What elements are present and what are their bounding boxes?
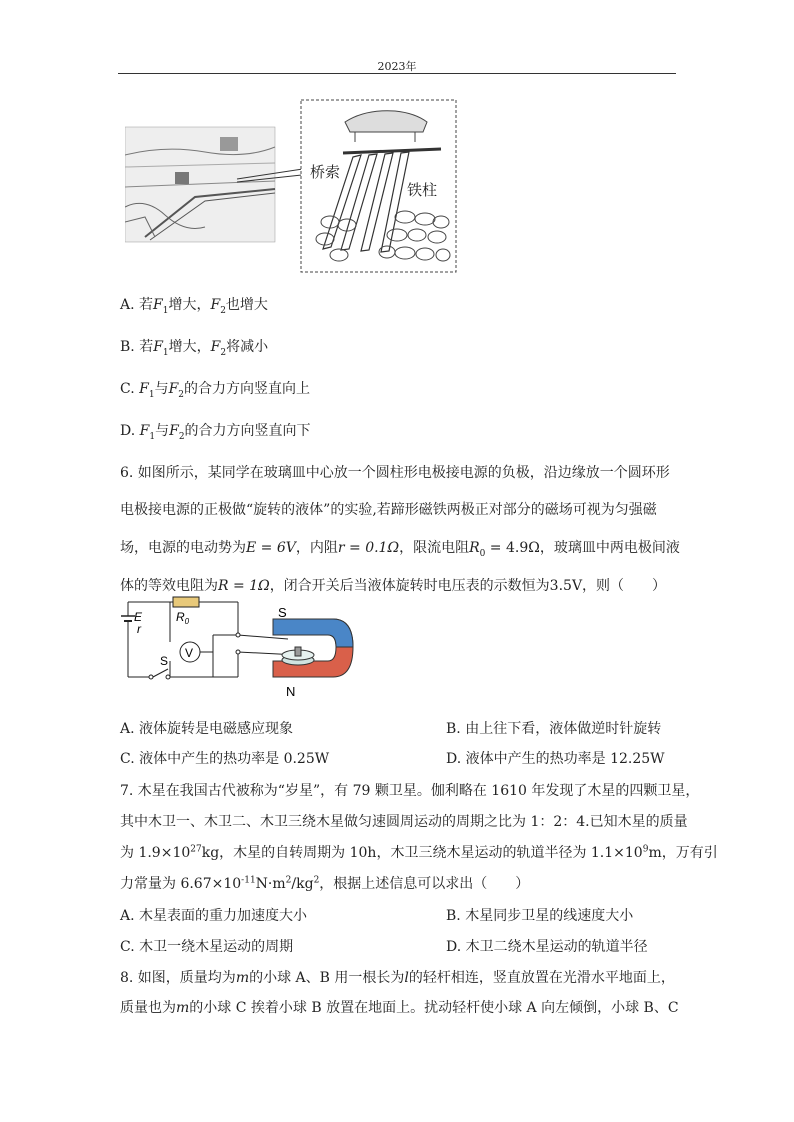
q6-line2: 电极接电源的正极做“旋转的液体”的实验,若蹄形磁铁两极正对部分的磁场可视为匀强磁 [120, 502, 657, 518]
q6-option-d: D. 液体中产生的热功率是 12.25W [446, 751, 665, 767]
q7-option-a: A. 木星表面的重力加速度大小 [120, 908, 308, 924]
q5-option-d: D. $F_1$与$F_2$的合力方向竖直向下 [120, 423, 311, 442]
emf-label: E [134, 610, 143, 624]
q7-option-d: D. 木卫二绕木星运动的轨道半径 [446, 939, 648, 955]
pillar-label: 铁柱 [407, 182, 438, 199]
q6-option-c: C. 液体中产生的热功率是 0.25W [120, 751, 330, 767]
magnet-s-label: S [278, 605, 287, 620]
q6-line4: 体的等效电阻为R = 1Ω，闭合开关后当液体旋转时电压表的示数恒为3.5V，则（ ） [120, 578, 667, 594]
q6-option-a: A. 液体旋转是电磁感应现象 [120, 721, 294, 737]
header-rule [118, 73, 676, 74]
q7-option-b: B. 木星同步卫星的线速度大小 [446, 908, 634, 924]
circuit-figure [118, 592, 358, 704]
switch-blade [153, 669, 168, 677]
q8-line1: 8. 如图，质量均为m的小球 A、B 用一根长为l的轻杆相连，竖直放置在光滑水平地面上， [120, 970, 675, 986]
q5-option-c: C. $F_1$与$F_2$的合力方向竖直向上 [120, 381, 311, 400]
q7-line4: 力常量为 $6.67\times 10^{-11}N\cdot m^2/kg^2$，根据上述信息可以求出（ ） [120, 875, 530, 892]
q7-line3: 为 $1.9\times 10^{27}kg$，木星的自转周期为 10h，木卫三绕木星运动的轨道半径为 $1.1\times 10^9m$，万有引 [120, 844, 718, 861]
cable-label: 桥索 [310, 164, 341, 181]
q7-option-c: C. 木卫一绕木星运动的周期 [120, 939, 294, 955]
bridge-figure [125, 97, 460, 277]
page-header: 2023年 [377, 60, 417, 73]
q6-option-b: B. 由上往下看，液体做逆时针旋转 [446, 721, 662, 737]
internal-resistance-label: r [137, 622, 141, 636]
horseshoe-magnet [273, 619, 353, 677]
voltmeter-label: V [185, 646, 194, 660]
q6-line3: 场，电源的电动势为E = 6V，内阻r = 0.1Ω，限流电阻$R_0 = 4.9\Omega$，玻璃皿中两电极间液 [120, 540, 680, 559]
glass-dish [282, 647, 314, 665]
q7-line2: 其中木卫一、木卫二、木卫三绕木星做匀速圆周运动的周期之比为 1：2：4.已知木星的质量 [120, 814, 688, 830]
switch-label: S [160, 654, 169, 668]
bridge-sketch [125, 127, 275, 242]
q5-option-a: A. 若$F_1$增大，$F_2$也增大 [120, 297, 268, 316]
q8-line2: 质量也为m的小球 C 挨着小球 B 放置在地面上。扰动轻杆使小球 A 向左倾倒，小球 B、C [120, 1000, 679, 1016]
q7-line1: 7. 木星在我国古代被称为“岁星”，有 79 颗卫星。伽利略在 1610 年发现了木星的四颗卫星， [120, 783, 700, 799]
resistor-r0 [173, 597, 199, 607]
r0-label: $R_0$ [176, 610, 190, 626]
magnet-n-label: N [286, 684, 296, 699]
q6-line1: 6. 如图所示，某同学在玻璃皿中心放一个圆柱形电极接电源的负极，沿边缘放一个圆环形 [120, 465, 670, 481]
q5-option-b: B. 若$F_1$增大，$F_2$将减小 [120, 339, 269, 358]
